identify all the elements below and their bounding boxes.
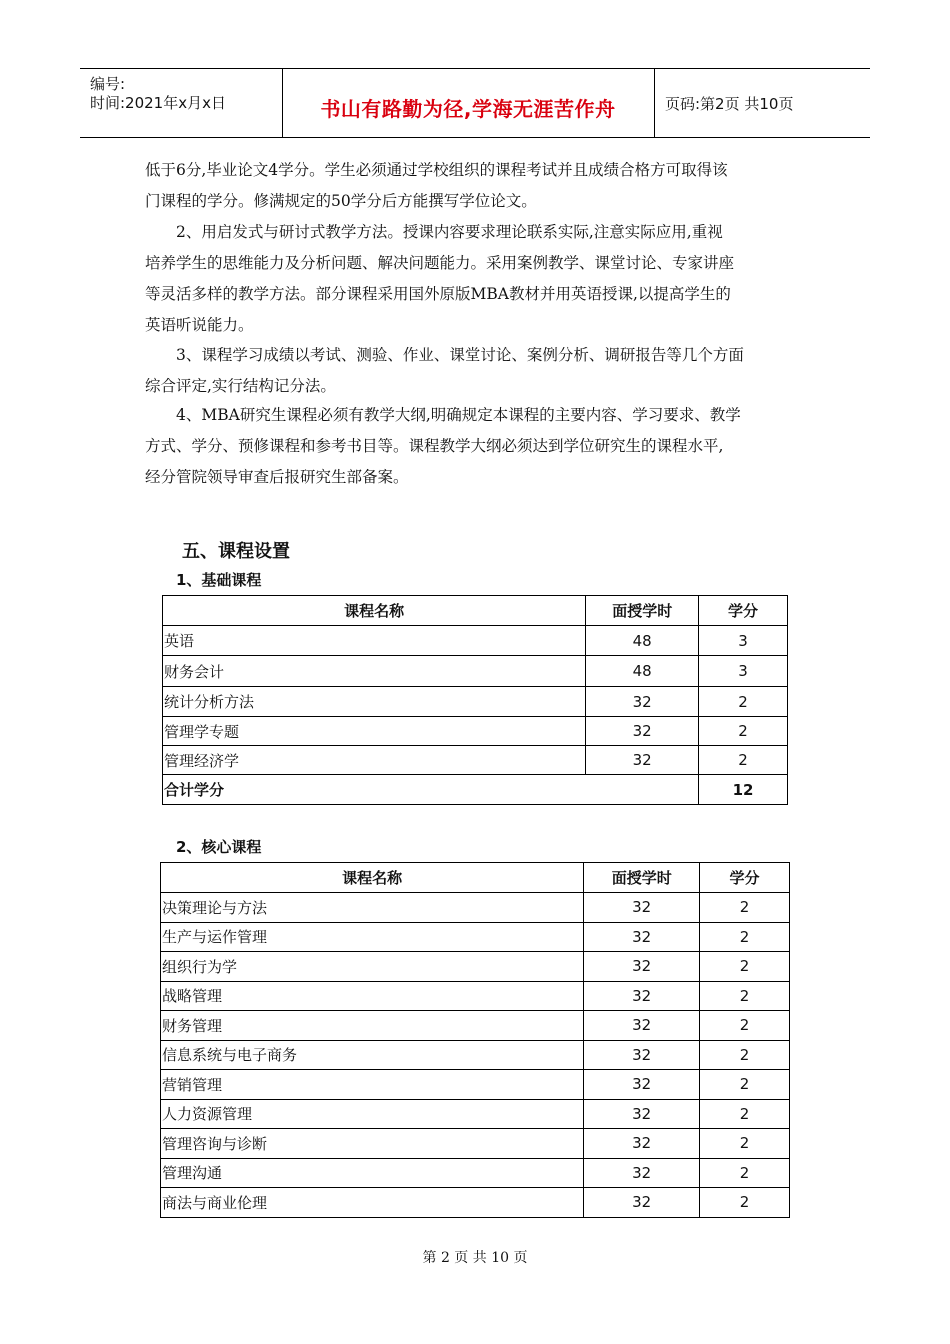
course-credits: 2 [700,1188,790,1218]
total-credits-label: 合计学分 [163,775,699,805]
table-row [161,1070,790,1100]
table-row [161,1129,790,1159]
paragraph-line: 3、课程学习成绩以考试、测验、作业、课堂讨论、案例分析、调研报告等几个方面 [176,346,744,364]
course-hours: 32 [584,981,700,1011]
document-number-label: 编号: [90,75,126,93]
course-credits: 2 [700,1040,790,1070]
basic-courses-title: 1、基础课程 [176,571,262,589]
course-hours: 32 [584,922,700,952]
course-hours: 48 [586,656,699,687]
course-name: 管理咨询与诊断 [161,1129,584,1159]
column-header-name: 课程名称 [163,596,586,626]
course-name: 管理沟通 [161,1158,584,1188]
paragraph-line: 培养学生的思维能力及分析问题、解决问题能力。采用案例教学、课堂讨论、专家讲座 [145,254,735,272]
course-name: 信息系统与电子商务 [161,1040,584,1070]
paragraph-line: 低于6分,毕业论文4学分。学生必须通过学校组织的课程考试并且成绩合格方可取得该 [145,161,728,179]
course-hours: 32 [586,687,699,717]
core-courses-table [160,862,790,1218]
course-credits: 2 [700,1158,790,1188]
course-hours: 32 [584,1040,700,1070]
document-time-label: 时间:2021年x月x日 [90,94,226,112]
header-page-label: 页码:第2页 共10页 [665,95,794,113]
table-row [163,746,788,775]
course-hours: 32 [586,717,699,746]
course-name: 统计分析方法 [163,687,586,717]
table-row [161,1099,790,1129]
course-name: 财务管理 [161,1011,584,1041]
total-credits-value: 12 [699,775,788,805]
basic-courses-table [162,595,788,805]
paragraph-line: 经分管院领导审查后报研究生部备案。 [145,468,409,486]
course-name: 人力资源管理 [161,1099,584,1129]
course-credits: 2 [700,1099,790,1129]
table-row [161,893,790,923]
table-row [161,981,790,1011]
table-header-row [163,596,788,626]
course-name: 商法与商业伦理 [161,1188,584,1218]
column-header-credits: 学分 [700,863,790,893]
course-name: 营销管理 [161,1070,584,1100]
column-header-hours: 面授学时 [586,596,699,626]
course-credits: 3 [699,626,788,656]
course-hours: 32 [584,1070,700,1100]
paragraph-line: 门课程的学分。修满规定的50学分后方能撰写学位论文。 [145,192,537,210]
course-name: 生产与运作管理 [161,922,584,952]
column-header-hours: 面授学时 [584,863,700,893]
paragraph-line: 英语听说能力。 [145,316,254,334]
course-credits: 2 [699,687,788,717]
table-row [161,1011,790,1041]
course-name: 组织行为学 [161,952,584,982]
paragraph-line: 方式、学分、预修课程和参考书目等。课程教学大纲必须达到学位研究生的课程水平, [145,437,724,455]
paragraph-2 [145,217,809,341]
course-name: 决策理论与方法 [161,893,584,923]
table-row [161,1158,790,1188]
course-name: 管理学专题 [163,717,586,746]
course-name: 英语 [163,626,586,656]
course-hours: 32 [584,952,700,982]
table-row [161,952,790,982]
paragraph-4 [145,400,809,493]
course-hours: 32 [586,746,699,775]
course-hours: 32 [584,893,700,923]
table-row [163,687,788,717]
table-total-row [163,775,788,805]
course-hours: 32 [584,1129,700,1159]
header-left-cell [80,69,283,137]
course-credits: 2 [700,981,790,1011]
table-row [161,922,790,952]
course-credits: 2 [700,1011,790,1041]
section-title: 五、课程设置 [182,541,290,562]
paragraph-3 [145,340,809,402]
course-credits: 2 [700,893,790,923]
course-hours: 32 [584,1011,700,1041]
header-right-cell [655,69,870,137]
header-motto: 书山有路勤为径,学海无涯苦作舟 [320,97,616,121]
core-courses-title: 2、核心课程 [176,838,262,856]
course-hours: 48 [586,626,699,656]
course-hours: 32 [584,1099,700,1129]
course-hours: 32 [584,1188,700,1218]
page-header [80,68,870,138]
paragraph-1 [145,155,809,217]
table-row [161,1188,790,1218]
course-name: 战略管理 [161,981,584,1011]
course-credits: 2 [699,717,788,746]
table-row [163,626,788,656]
course-credits: 2 [700,952,790,982]
table-row [163,656,788,687]
table-row [163,717,788,746]
paragraph-line: 4、MBA研究生课程必须有教学大纲,明确规定本课程的主要内容、学习要求、教学 [176,406,741,424]
course-credits: 2 [700,1070,790,1100]
course-name: 财务会计 [163,656,586,687]
column-header-name: 课程名称 [161,863,584,893]
course-credits: 2 [700,922,790,952]
column-header-credits: 学分 [699,596,788,626]
table-header-row [161,863,790,893]
table-row [161,1040,790,1070]
course-credits: 3 [699,656,788,687]
course-name: 管理经济学 [163,746,586,775]
page-footer: 第 2 页 共 10 页 [422,1250,528,1266]
course-credits: 2 [699,746,788,775]
paragraph-line: 2、用启发式与研讨式教学方法。授课内容要求理论联系实际,注意实际应用,重视 [176,223,723,241]
header-center-cell [282,69,655,137]
course-hours: 32 [584,1158,700,1188]
course-credits: 2 [700,1129,790,1159]
paragraph-line: 综合评定,实行结构记分法。 [145,377,336,395]
paragraph-line: 等灵活多样的教学方法。部分课程采用国外原版MBA教材并用英语授课,以提高学生的 [145,285,731,303]
